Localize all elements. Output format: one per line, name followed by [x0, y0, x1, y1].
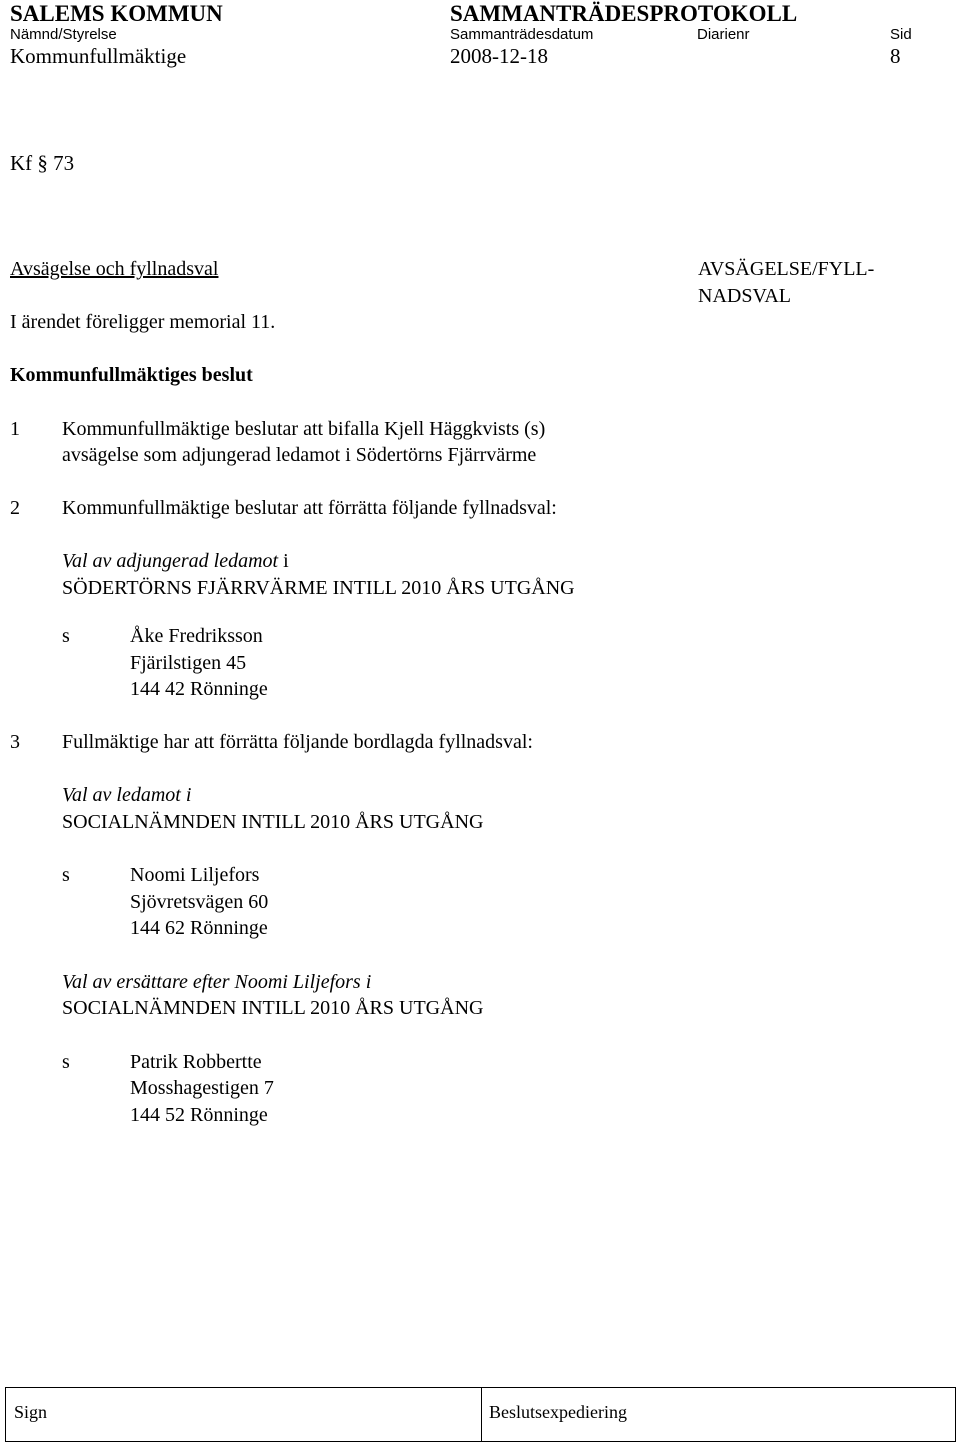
- election-1-body: SÖDERTÖRNS FJÄRRVÄRME INTILL 2010 ÅRS UTGÅNG: [62, 577, 575, 599]
- election-1-postal: 144 42 Rönninge: [130, 678, 268, 700]
- item-1-line-1: Kommunfullmäktige beslutar att bifalla Kjell Häggkvists (s): [62, 418, 546, 440]
- page-number: 8: [890, 44, 901, 68]
- item-2-text: Kommunfullmäktige beslutar att förrätta följande fyllnadsval:: [62, 497, 557, 519]
- election-3-postal: 144 52 Rönninge: [130, 1104, 268, 1126]
- subject-title: Avsägelse och fyllnadsval: [10, 258, 219, 280]
- item-3-number: 3: [10, 731, 20, 753]
- election-1-heading: [62, 550, 289, 573]
- election-3-heading: Val av ersättare efter Noomi Liljefors i: [62, 971, 372, 993]
- election-1-street: Fjärilstigen 45: [130, 652, 247, 674]
- election-1-heading-rest: i: [278, 550, 289, 572]
- margin-title-line1: AVSÄGELSE/FYLL-: [698, 258, 875, 280]
- election-2-street: Sjövretsvägen 60: [130, 891, 269, 913]
- election-2-heading: Val av ledamot i: [62, 784, 192, 806]
- election-1-party: s: [62, 625, 70, 647]
- body-value: Kommunfullmäktige: [10, 44, 187, 68]
- election-3-street: Mosshagestigen 7: [130, 1077, 274, 1099]
- election-2-party: s: [62, 864, 70, 886]
- document-type: SAMMANTRÄDESPROTOKOLL: [450, 1, 798, 26]
- sign-label: Sign: [14, 1402, 48, 1422]
- label-body: Nämnd/Styrelse: [10, 26, 117, 43]
- election-3-party: s: [62, 1051, 70, 1073]
- subject-intro: I ärendet föreligger memorial 11.: [10, 311, 276, 333]
- election-2-postal: 144 62 Rönninge: [130, 917, 268, 939]
- label-diarienr: Diarienr: [697, 26, 750, 43]
- decision-heading: Kommunfullmäktiges beslut: [10, 364, 253, 386]
- election-3-name: Patrik Robbertte: [130, 1051, 262, 1073]
- election-3-body: SOCIALNÄMNDEN INTILL 2010 ÅRS UTGÅNG: [62, 997, 484, 1019]
- paragraph-number: Kf § 73: [10, 151, 75, 175]
- item-1-line-2: avsägelse som adjungerad ledamot i Södertörns Fjärrvärme: [62, 444, 537, 466]
- organization-name: SALEMS KOMMUN: [10, 1, 223, 26]
- election-2-body: SOCIALNÄMNDEN INTILL 2010 ÅRS UTGÅNG: [62, 811, 484, 833]
- item-1-number: 1: [10, 418, 20, 440]
- item-2-number: 2: [10, 497, 20, 519]
- election-1-name: Åke Fredriksson: [130, 625, 263, 647]
- item-3-text: Fullmäktige har att förrätta följande bordlagda fyllnadsval:: [62, 731, 533, 753]
- label-sid: Sid: [890, 26, 912, 43]
- dispatch-label: Beslutsexpediering: [489, 1402, 627, 1422]
- signature-box: [5, 1387, 956, 1442]
- election-1-heading-italic: Val av adjungerad ledamot: [62, 550, 279, 572]
- label-date: Sammanträdesdatum: [450, 26, 594, 43]
- signature-box-divider: [481, 1388, 482, 1441]
- election-2-name: Noomi Liljefors: [130, 864, 260, 886]
- date-value: 2008-12-18: [450, 44, 548, 68]
- margin-title-line2: NADSVAL: [698, 285, 791, 307]
